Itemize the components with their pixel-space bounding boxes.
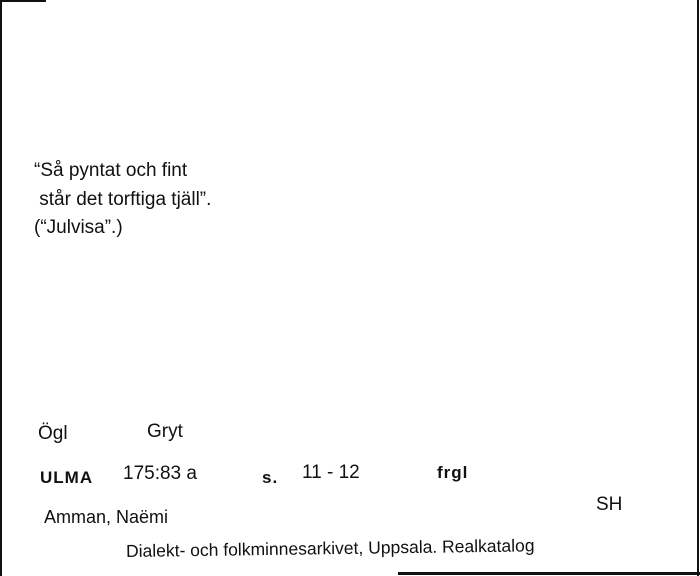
recorder-initials: SH [596,494,623,515]
archive-code: ULMA [40,468,94,487]
quote-line-1: “Så pyntat och fint [34,160,188,181]
card-border-top [0,0,46,2]
quote-line-2: står det torftiga tjäll”. [34,189,212,210]
record-number: 175:83 a [123,463,197,484]
card-border-right [697,0,699,576]
card-border-left [0,0,2,576]
category-code: frgl [437,463,469,482]
informant-name: Amman, Naëmi [44,507,169,527]
pages-range: 11 - 12 [302,462,360,483]
pages-label: s. [262,468,279,487]
province-label: Ögl [38,423,68,444]
card-border-bottom [398,572,700,575]
quote-source: (“Julvisa”.) [34,217,123,238]
parish-label: Gryt [147,421,183,442]
institution-footer: Dialekt- och folkminnesarkivet, Uppsala. Realkatalog [125,535,535,561]
